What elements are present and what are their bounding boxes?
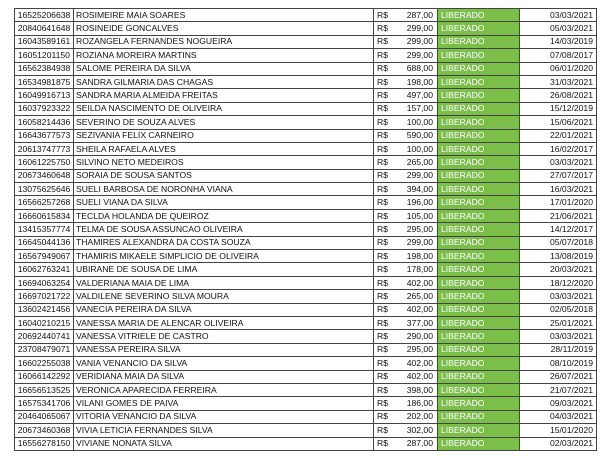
name-cell: VANESSA PEREIRA SILVA (74, 343, 374, 356)
table-row (15, 383, 597, 396)
status-cell: LIBERADO (438, 303, 520, 316)
id-cell: 16534981875 (15, 75, 74, 88)
id-cell: 16049916713 (15, 89, 74, 102)
amount-cell: 299,00 (397, 35, 438, 48)
status-cell: LIBERADO (438, 263, 520, 276)
date-cell: 31/03/2021 (520, 75, 597, 88)
table-row (15, 276, 597, 289)
id-cell: 16062763241 (15, 263, 74, 276)
currency-cell: R$ (374, 276, 398, 289)
id-cell: 20840641648 (15, 22, 74, 35)
amount-cell: 100,00 (397, 142, 438, 155)
date-cell: 03/03/2021 (520, 156, 597, 169)
table-row (15, 424, 597, 437)
name-cell: SUELI VIANA DA SILVA (74, 196, 374, 209)
status-cell: LIBERADO (438, 62, 520, 75)
date-cell: 05/07/2018 (520, 236, 597, 249)
id-cell: 16556278150 (15, 437, 74, 450)
amount-cell: 398,00 (397, 383, 438, 396)
currency-cell: R$ (374, 209, 398, 222)
currency-cell: R$ (374, 263, 398, 276)
status-cell: LIBERADO (438, 316, 520, 329)
name-cell: THAMIRIS MIKAELE SIMPLICIO DE OLIVEIRA (74, 250, 374, 263)
date-cell: 26/08/2021 (520, 89, 597, 102)
status-cell: LIBERADO (438, 209, 520, 222)
date-cell: 08/10/2019 (520, 357, 597, 370)
id-cell: 16058214436 (15, 116, 74, 129)
table-row (15, 316, 597, 329)
name-cell: ROSINEIDE GONCALVES (74, 22, 374, 35)
currency-cell: R$ (374, 116, 398, 129)
currency-cell: R$ (374, 183, 398, 196)
currency-cell: R$ (374, 343, 398, 356)
name-cell: SEZIVANIA FELIX CARNEIRO (74, 129, 374, 142)
date-cell: 05/03/2021 (520, 22, 597, 35)
amount-cell: 202,00 (397, 410, 438, 423)
name-cell: SILVINO NETO MEDEIROS (74, 156, 374, 169)
status-cell: LIBERADO (438, 437, 520, 450)
table-body (15, 9, 597, 451)
currency-cell: R$ (374, 236, 398, 249)
amount-cell: 299,00 (397, 236, 438, 249)
status-cell: LIBERADO (438, 169, 520, 182)
date-cell: 02/03/2021 (520, 437, 597, 450)
name-cell: SHEILA RAFAELA ALVES (74, 142, 374, 155)
date-cell: 16/03/2021 (520, 183, 597, 196)
id-cell: 16066142292 (15, 370, 74, 383)
status-cell: LIBERADO (438, 129, 520, 142)
id-cell: 16656513525 (15, 383, 74, 396)
status-cell: LIBERADO (438, 357, 520, 370)
date-cell: 28/11/2019 (520, 343, 597, 356)
table-row (15, 236, 597, 249)
date-cell: 15/01/2020 (520, 424, 597, 437)
amount-cell: 497,00 (397, 89, 438, 102)
amount-cell: 402,00 (397, 370, 438, 383)
date-cell: 15/12/2019 (520, 102, 597, 115)
date-cell: 13/08/2019 (520, 250, 597, 263)
currency-cell: R$ (374, 424, 398, 437)
currency-cell: R$ (374, 129, 398, 142)
amount-cell: 302,00 (397, 424, 438, 437)
table-row (15, 250, 597, 263)
id-cell: 16575341706 (15, 397, 74, 410)
amount-cell: 402,00 (397, 276, 438, 289)
date-cell: 25/01/2021 (520, 316, 597, 329)
id-cell: 16040210215 (15, 316, 74, 329)
id-cell: 20692440741 (15, 330, 74, 343)
status-cell: LIBERADO (438, 75, 520, 88)
amount-cell: 265,00 (397, 156, 438, 169)
table-row (15, 410, 597, 423)
id-cell: 16525206638 (15, 9, 74, 22)
table-row (15, 303, 597, 316)
date-cell: 14/03/2019 (520, 35, 597, 48)
status-cell: LIBERADO (438, 236, 520, 249)
beneficiary-table (14, 8, 597, 451)
id-cell: 16061225750 (15, 156, 74, 169)
date-cell: 09/03/2021 (520, 397, 597, 410)
name-cell: SANDRA MARIA ALMEIDA FREITAS (74, 89, 374, 102)
status-cell: LIBERADO (438, 142, 520, 155)
date-cell: 03/03/2021 (520, 290, 597, 303)
status-cell: LIBERADO (438, 330, 520, 343)
currency-cell: R$ (374, 303, 398, 316)
name-cell: VANESSA MARIA DE ALENCAR OLIVEIRA (74, 316, 374, 329)
id-cell: 13075625646 (15, 183, 74, 196)
name-cell: UBIRANE DE SOUSA DE LIMA (74, 263, 374, 276)
id-cell: 16037923322 (15, 102, 74, 115)
currency-cell: R$ (374, 156, 398, 169)
currency-cell: R$ (374, 22, 398, 35)
table-row (15, 49, 597, 62)
date-cell: 26/07/2021 (520, 370, 597, 383)
amount-cell: 287,00 (397, 9, 438, 22)
date-cell: 06/01/2020 (520, 62, 597, 75)
amount-cell: 402,00 (397, 357, 438, 370)
amount-cell: 105,00 (397, 209, 438, 222)
name-cell: VERONICA APARECIDA FERREIRA (74, 383, 374, 396)
name-cell: SEVERINO DE SOUZA ALVES (74, 116, 374, 129)
currency-cell: R$ (374, 383, 398, 396)
table-row (15, 62, 597, 75)
name-cell: VITORIA VENANCIO DA SILVA (74, 410, 374, 423)
currency-cell: R$ (374, 35, 398, 48)
currency-cell: R$ (374, 357, 398, 370)
currency-cell: R$ (374, 196, 398, 209)
amount-cell: 295,00 (397, 223, 438, 236)
currency-cell: R$ (374, 437, 398, 450)
date-cell: 27/07/2017 (520, 169, 597, 182)
date-cell: 17/01/2020 (520, 196, 597, 209)
status-cell: LIBERADO (438, 9, 520, 22)
table-row (15, 196, 597, 209)
table-row (15, 22, 597, 35)
name-cell: TECLDA HOLANDA DE QUEIROZ (74, 209, 374, 222)
name-cell: SALOME PEREIRA DA SILVA (74, 62, 374, 75)
table-row (15, 129, 597, 142)
id-cell: 20464065067 (15, 410, 74, 423)
amount-cell: 295,00 (397, 343, 438, 356)
table-row (15, 102, 597, 115)
id-cell: 20673460368 (15, 424, 74, 437)
id-cell: 16051201150 (15, 49, 74, 62)
currency-cell: R$ (374, 410, 398, 423)
table-row (15, 223, 597, 236)
table-row (15, 330, 597, 343)
status-cell: LIBERADO (438, 410, 520, 423)
status-cell: LIBERADO (438, 383, 520, 396)
table-row (15, 75, 597, 88)
table-row (15, 343, 597, 356)
status-cell: LIBERADO (438, 290, 520, 303)
table-row (15, 397, 597, 410)
status-cell: LIBERADO (438, 343, 520, 356)
name-cell: SORAIA DE SOUSA SANTOS (74, 169, 374, 182)
currency-cell: R$ (374, 142, 398, 155)
date-cell: 22/01/2021 (520, 129, 597, 142)
id-cell: 13602421456 (15, 303, 74, 316)
status-cell: LIBERADO (438, 276, 520, 289)
date-cell: 20/03/2021 (520, 263, 597, 276)
date-cell: 03/03/2021 (520, 9, 597, 22)
amount-cell: 198,00 (397, 250, 438, 263)
name-cell: VERIDIANA MAIA DA SILVA (74, 370, 374, 383)
currency-cell: R$ (374, 223, 398, 236)
amount-cell: 157,00 (397, 102, 438, 115)
amount-cell: 377,00 (397, 316, 438, 329)
id-cell: 16567949067 (15, 250, 74, 263)
name-cell: SUELI BARBOSA DE NORONHA VIANA (74, 183, 374, 196)
status-cell: LIBERADO (438, 156, 520, 169)
amount-cell: 688,00 (397, 62, 438, 75)
table-row (15, 437, 597, 450)
table-row (15, 142, 597, 155)
currency-cell: R$ (374, 330, 398, 343)
table-row (15, 209, 597, 222)
name-cell: TELMA DE SOUSA ASSUNCAO OLIVEIRA (74, 223, 374, 236)
id-cell: 16602255038 (15, 357, 74, 370)
id-cell: 16645044136 (15, 236, 74, 249)
currency-cell: R$ (374, 397, 398, 410)
id-cell: 16043589161 (15, 35, 74, 48)
name-cell: VILANI GOMES DE PAIVA (74, 397, 374, 410)
amount-cell: 178,00 (397, 263, 438, 276)
amount-cell: 186,00 (397, 397, 438, 410)
currency-cell: R$ (374, 75, 398, 88)
table-row (15, 89, 597, 102)
table-row (15, 9, 597, 22)
status-cell: LIBERADO (438, 89, 520, 102)
amount-cell: 299,00 (397, 169, 438, 182)
id-cell: 20673460648 (15, 169, 74, 182)
amount-cell: 590,00 (397, 129, 438, 142)
status-cell: LIBERADO (438, 183, 520, 196)
name-cell: VIVIANE NONATA SILVA (74, 437, 374, 450)
name-cell: VANECIA PEREIRA DA SILVA (74, 303, 374, 316)
status-cell: LIBERADO (438, 223, 520, 236)
name-cell: VANIA VENANCIO DA SILVA (74, 357, 374, 370)
id-cell: 16660615834 (15, 209, 74, 222)
amount-cell: 265,00 (397, 290, 438, 303)
id-cell: 16566257268 (15, 196, 74, 209)
id-cell: 16643677573 (15, 129, 74, 142)
status-cell: LIBERADO (438, 424, 520, 437)
name-cell: VALDILENE SEVERINO SILVA MOURA (74, 290, 374, 303)
status-cell: LIBERADO (438, 49, 520, 62)
table-row (15, 35, 597, 48)
date-cell: 21/07/2021 (520, 383, 597, 396)
table-row (15, 370, 597, 383)
amount-cell: 198,00 (397, 75, 438, 88)
name-cell: SEILDA NASCIMENTO DE OLIVEIRA (74, 102, 374, 115)
date-cell: 04/03/2021 (520, 410, 597, 423)
table-row (15, 263, 597, 276)
amount-cell: 299,00 (397, 49, 438, 62)
id-cell: 16562384938 (15, 62, 74, 75)
currency-cell: R$ (374, 49, 398, 62)
currency-cell: R$ (374, 169, 398, 182)
status-cell: LIBERADO (438, 102, 520, 115)
currency-cell: R$ (374, 370, 398, 383)
table-row (15, 156, 597, 169)
currency-cell: R$ (374, 250, 398, 263)
status-cell: LIBERADO (438, 116, 520, 129)
status-cell: LIBERADO (438, 397, 520, 410)
date-cell: 03/03/2021 (520, 330, 597, 343)
currency-cell: R$ (374, 102, 398, 115)
table-row (15, 169, 597, 182)
id-cell: 16694063254 (15, 276, 74, 289)
date-cell: 14/12/2017 (520, 223, 597, 236)
name-cell: ROSIMEIRE MAIA SOARES (74, 9, 374, 22)
date-cell: 21/06/2021 (520, 209, 597, 222)
table-row (15, 290, 597, 303)
name-cell: SANDRA GILMARIA DAS CHAGAS (74, 75, 374, 88)
date-cell: 07/08/2017 (520, 49, 597, 62)
amount-cell: 394,00 (397, 183, 438, 196)
table-row (15, 183, 597, 196)
currency-cell: R$ (374, 9, 398, 22)
status-cell: LIBERADO (438, 250, 520, 263)
status-cell: LIBERADO (438, 35, 520, 48)
status-cell: LIBERADO (438, 370, 520, 383)
id-cell: 23708479071 (15, 343, 74, 356)
status-cell: LIBERADO (438, 22, 520, 35)
date-cell: 15/06/2021 (520, 116, 597, 129)
currency-cell: R$ (374, 290, 398, 303)
currency-cell: R$ (374, 62, 398, 75)
name-cell: THAMIRES ALEXANDRA DA COSTA SOUZA (74, 236, 374, 249)
currency-cell: R$ (374, 89, 398, 102)
currency-cell: R$ (374, 316, 398, 329)
name-cell: VANESSA VITRIELE DE CASTRO (74, 330, 374, 343)
id-cell: 20613747773 (15, 142, 74, 155)
status-cell: LIBERADO (438, 196, 520, 209)
name-cell: ROZIANA MOREIRA MARTINS (74, 49, 374, 62)
date-cell: 02/05/2018 (520, 303, 597, 316)
amount-cell: 290,00 (397, 330, 438, 343)
table-row (15, 116, 597, 129)
id-cell: 16697021722 (15, 290, 74, 303)
date-cell: 18/12/2020 (520, 276, 597, 289)
amount-cell: 287,00 (397, 437, 438, 450)
name-cell: VIVIA LETICIA FERNANDES SILVA (74, 424, 374, 437)
amount-cell: 402,00 (397, 303, 438, 316)
id-cell: 13415357774 (15, 223, 74, 236)
name-cell: VALDERIANA MAIA DE LIMA (74, 276, 374, 289)
amount-cell: 196,00 (397, 196, 438, 209)
amount-cell: 299,00 (397, 22, 438, 35)
name-cell: ROZANGELA FERNANDES NOGUEIRA (74, 35, 374, 48)
table-row (15, 357, 597, 370)
date-cell: 16/02/2017 (520, 142, 597, 155)
amount-cell: 100,00 (397, 116, 438, 129)
